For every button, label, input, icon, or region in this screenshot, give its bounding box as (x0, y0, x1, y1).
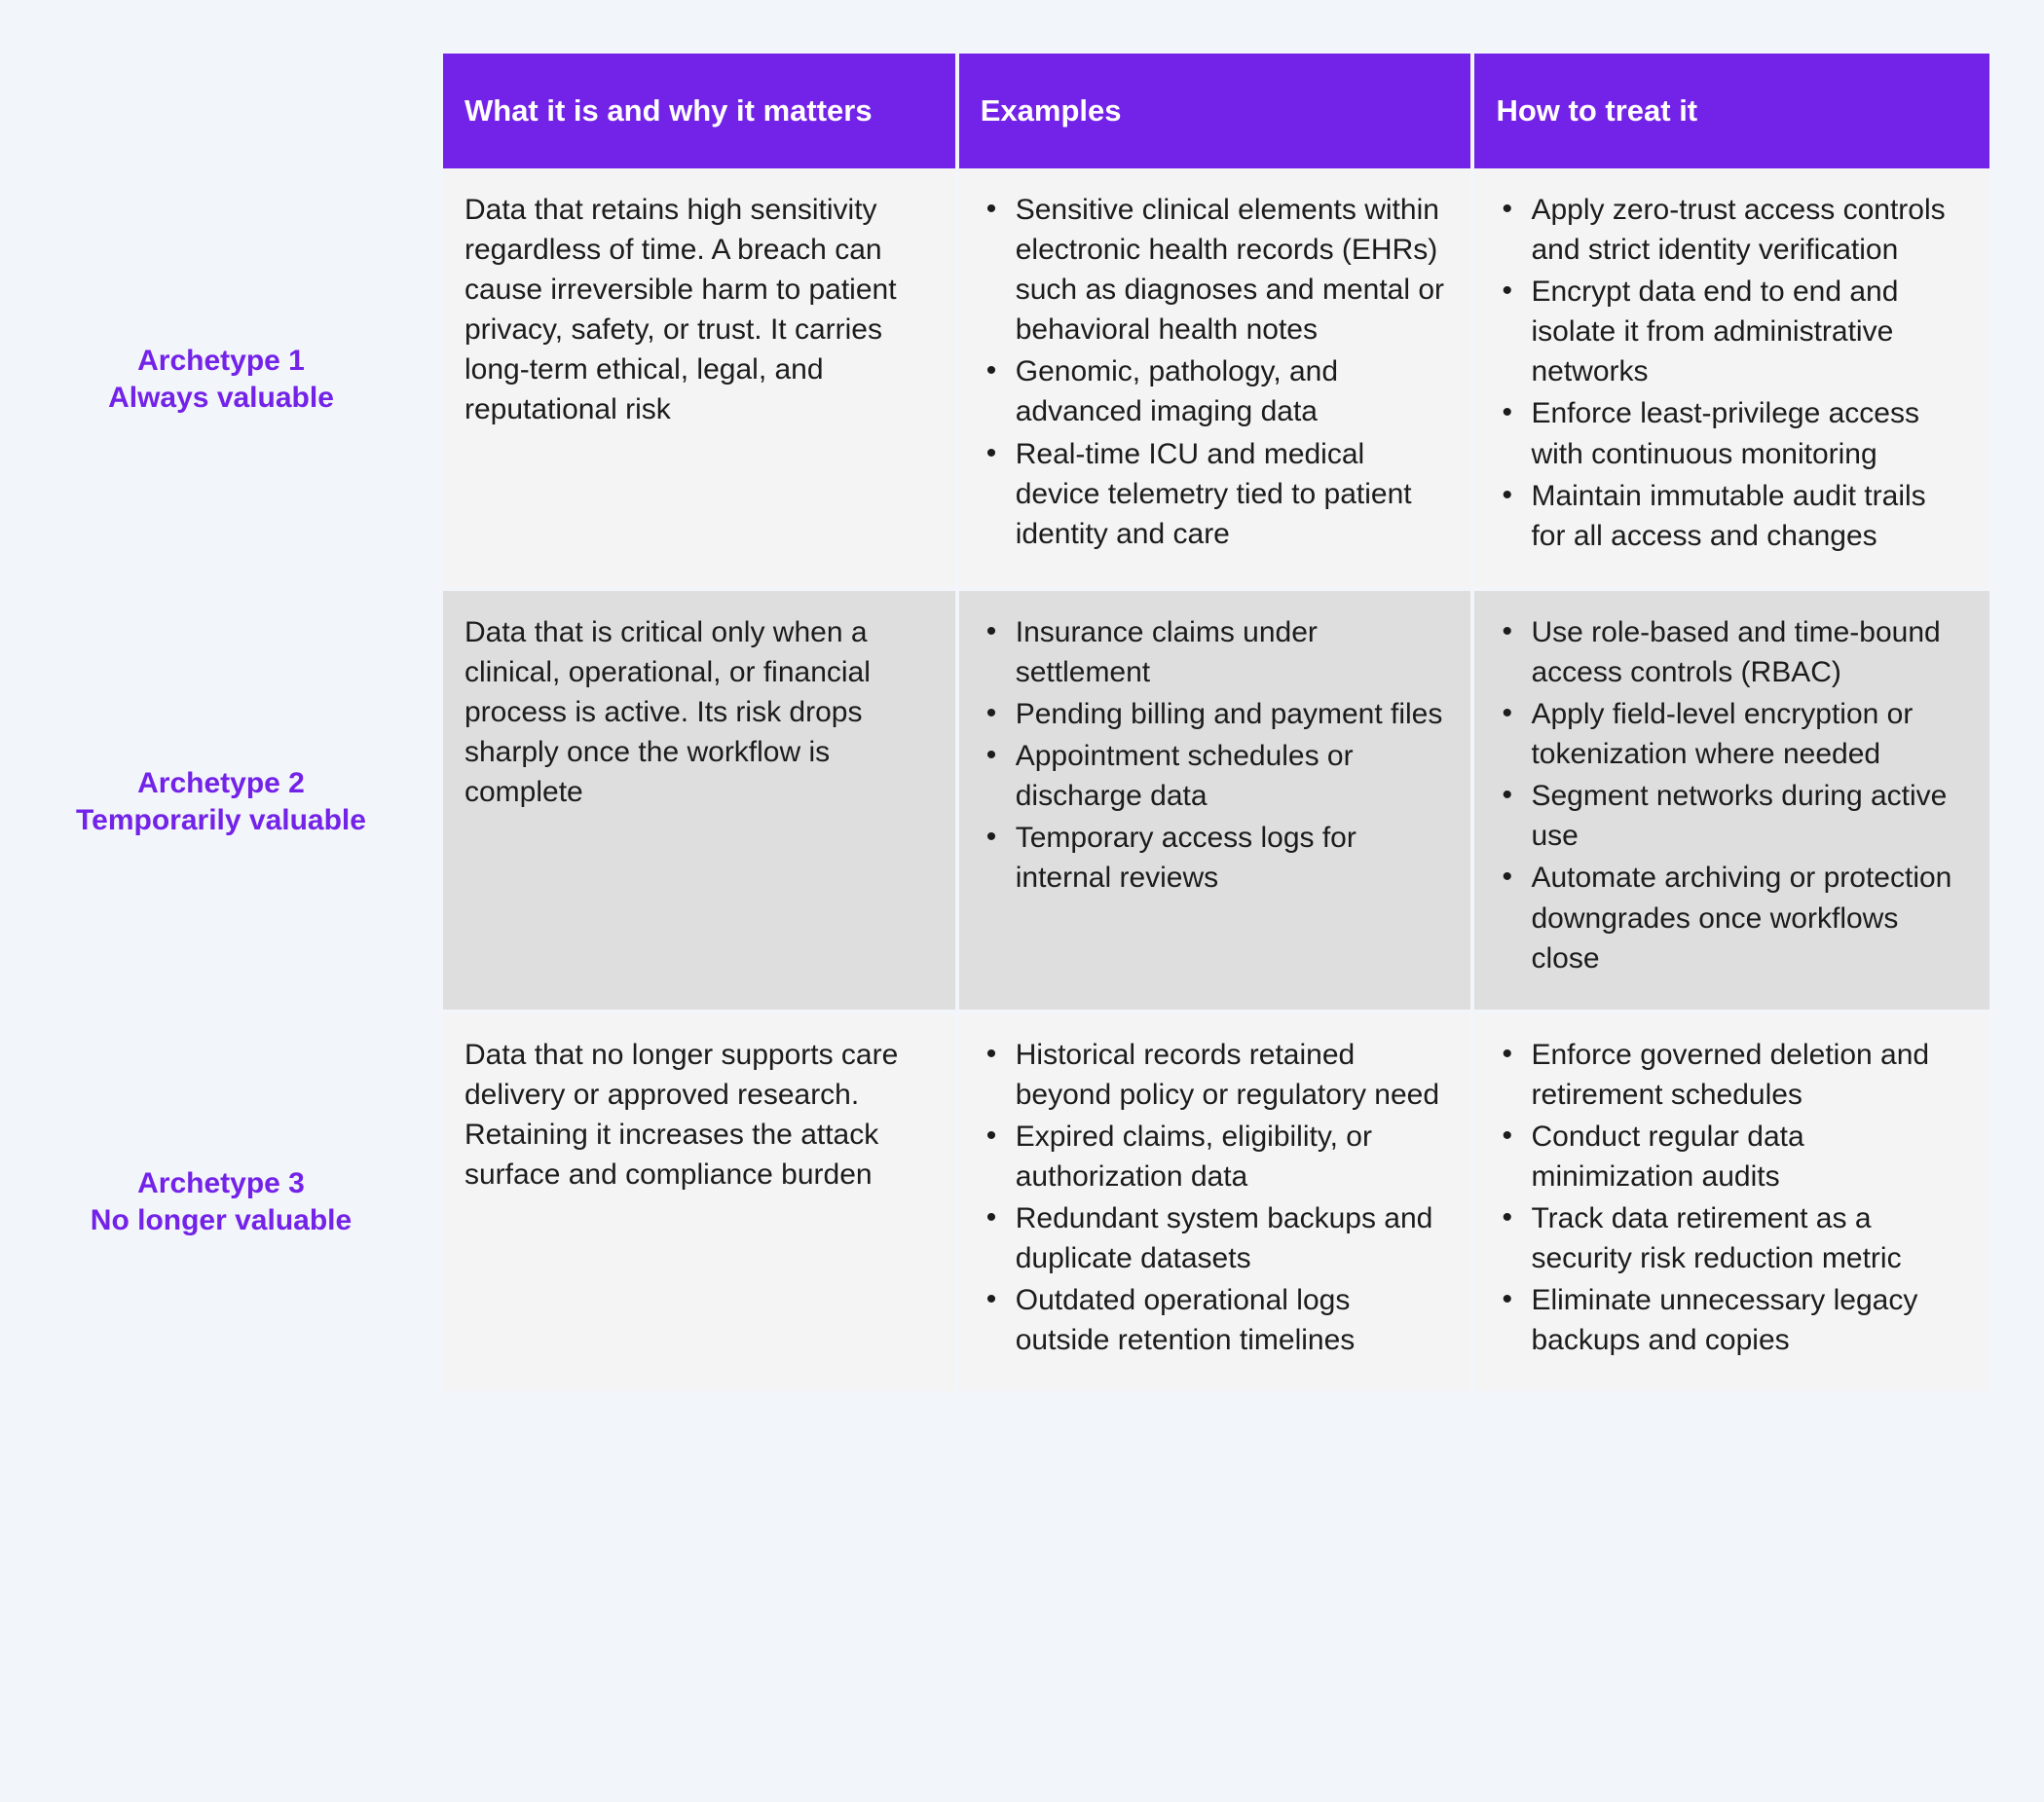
list-item: • Maintain immutable audit trails for all access and changes (1496, 476, 1964, 556)
cell-treatment-3 (1474, 1013, 1989, 1392)
description-text: Data that no longer supports care delivery or approved research. Retaining it increases the attack surface and compliance burden (465, 1038, 899, 1191)
cell-examples-1 (959, 168, 1475, 591)
description-text: Data that is critical only when a clinical, operational, or financial process is active. Its risk drops sharply once the workflow is complete (465, 615, 871, 809)
list-item: • Insurance claims under settlement (981, 612, 1446, 692)
list-item: • Apply field-level encryption or tokenization where needed (1496, 694, 1964, 774)
row-label-line-2: No longer valuable (90, 1204, 353, 1237)
table-header (443, 54, 1989, 168)
treatment-list (1496, 612, 1964, 978)
treatment-list (1496, 1035, 1964, 1361)
cell-treatment-1 (1474, 168, 1989, 591)
table-body (76, 168, 1989, 1391)
row-label-line-2: Always valuable (108, 381, 334, 414)
list-item: • Conduct regular data minimization audits (1496, 1117, 1964, 1196)
cell-examples-3 (959, 1013, 1475, 1392)
list-item: • Apply zero-trust access controls and strict identity verification (1496, 190, 1964, 270)
examples-list (981, 190, 1446, 554)
column-header-how-to-treat-it: How to treat it (1474, 54, 1989, 168)
list-item: • Real-time ICU and medical device telemetry tied to patient identity and care (981, 434, 1446, 554)
list-item: • Eliminate unnecessary legacy backups and copies (1496, 1280, 1964, 1360)
list-item: • Appointment schedules or discharge data (981, 736, 1446, 816)
row-label-archetype-2 (17, 765, 426, 839)
cell-examples-2 (959, 591, 1475, 1013)
list-item: • Encrypt data end to end and isolate it from administrative networks (1496, 272, 1964, 391)
list-item: • Enforce least-privilege access with continuous monitoring (1496, 393, 1964, 473)
row-label-line-2: Temporarily valuable (76, 803, 366, 836)
list-item: • Pending billing and payment files (981, 694, 1446, 734)
treatment-list (1496, 190, 1964, 556)
examples-list (981, 1035, 1446, 1361)
list-item: • Genomic, pathology, and advanced imaging data (981, 351, 1446, 431)
examples-list (981, 612, 1446, 899)
list-item: • Enforce governed deletion and retirement schedules (1496, 1035, 1964, 1115)
list-item: • Redundant system backups and duplicate datasets (981, 1198, 1446, 1278)
list-item: • Automate archiving or protection downgrades once workflows close (1496, 858, 1964, 977)
cell-description-3 (443, 1013, 959, 1392)
row-label-archetype-1 (17, 343, 426, 417)
row-label-archetype-3 (17, 1165, 426, 1239)
list-item: • Track data retirement as a security risk reduction metric (1496, 1198, 1964, 1278)
table-header-row (443, 54, 1989, 168)
list-item: • Expired claims, eligibility, or authorization data (981, 1117, 1446, 1196)
table-row (443, 168, 1989, 591)
data-archetype-table (76, 54, 1989, 1391)
list-item: • Segment networks during active use (1496, 776, 1964, 856)
list-item: • Use role-based and time-bound access controls (RBAC) (1496, 612, 1964, 692)
list-item: • Historical records retained beyond policy or regulatory need (981, 1035, 1446, 1115)
table-row (443, 1013, 1989, 1392)
description-text: Data that retains high sensitivity regardless of time. A breach can cause irreversible harm to patient privacy, safety, or trust. It carries long-term ethical, legal, and reputational risk (465, 194, 897, 426)
cell-description-1 (443, 168, 959, 591)
list-item: • Sensitive clinical elements within electronic health records (EHRs) such as diagnoses and mental or behavioral health notes (981, 190, 1446, 349)
column-header-examples: Examples (959, 54, 1475, 168)
column-header-what-it-is: What it is and why it matters (443, 54, 959, 168)
list-item: • Temporary access logs for internal reviews (981, 818, 1446, 898)
list-item: • Outdated operational logs outside retention timelines (981, 1280, 1446, 1360)
cell-treatment-2 (1474, 591, 1989, 1013)
cell-description-2 (443, 591, 959, 1013)
row-label-line-1: Archetype 3 (137, 1166, 305, 1199)
table-row (443, 591, 1989, 1013)
row-label-line-1: Archetype 1 (137, 344, 305, 377)
row-label-line-1: Archetype 2 (137, 766, 305, 799)
